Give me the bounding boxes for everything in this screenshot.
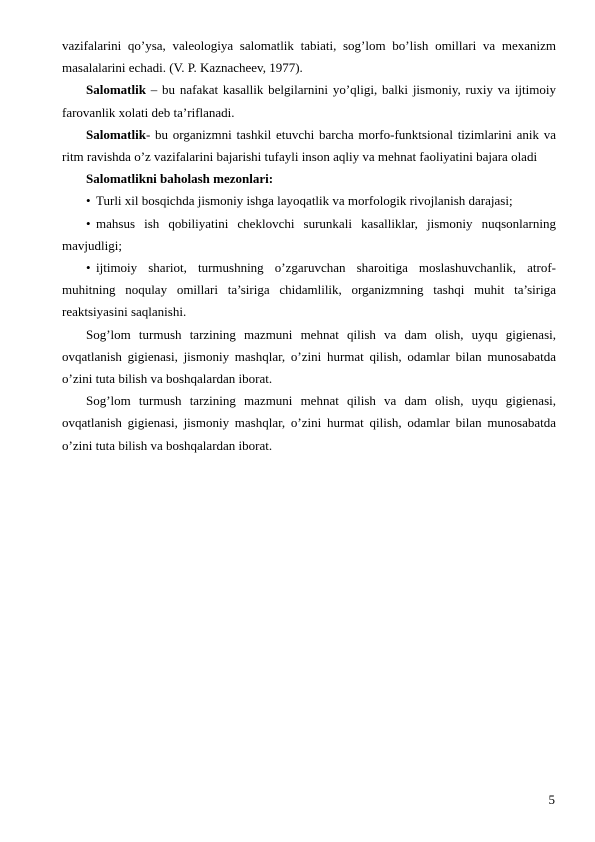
term-salomatlik: Salomatlik [86,82,146,98]
paragraph-definition-2 [62,124,556,168]
bullet-icon: • [86,215,91,231]
bullet-icon: • [86,260,91,276]
definition-text: – bu nafakat kasallik belgilarnini yo’qligi, balki jismoniy, ruxiy va ijtimoiy farovanlik xolati deb ta’riflanadi. [62,82,556,120]
list-item [62,257,556,324]
section-heading: Salomatlikni baholash mezonlari: [86,171,274,187]
list-item-text: Turli xil bosqichda jismoniy ishga layoqatlik va morfologik rivojlanish darajasi; [96,193,513,209]
paragraph-lifestyle-2: Sog’lom turmush tarzining mazmuni mehnat qilish va dam olish, uyqu gigienasi, ovqatlanish gigienasi, jismoniy mashqlar, o’zini hurmat qilish, odamlar bilan munosabatda o’zini tuta bilish va boshqalardan iborat. [62,393,556,453]
paragraph-lifestyle-1: Sog’lom turmush tarzining mazmuni mehnat qilish va dam olish, uyqu gigienasi, ovqatlanish gigienasi, jismoniy mashqlar, o’zini hurmat qilish, odamlar bilan munosabatda o’zini tuta bilish va boshqalardan iborat. [62,326,556,387]
definition-text: - bu organizmni tashkil etuvchi barcha morfo-funktsional tizimlarini anik va ritm ravishda o’z vazifalarini bajarishi tufayli inson aqliy va mehnat faoliyatini bajara oladi [62,126,556,165]
paragraph-intro: vazifalarini qo’ysa, valeologiya salomatlik tabiati, sog’lom bo’lish omillari va mexanizm masalalarini echadi. (V. P. Kaznacheev, 1977). [62,38,556,76]
list-item [62,190,556,212]
document-page [62,35,556,457]
term-salomatlik: Salomatlik [86,126,146,142]
list-item-text: mahsus ish qobiliyatini cheklovchi surunkali kasalliklar, jismoniy nuqsonlarning mavjudligi; [62,215,556,253]
paragraph-definition-1 [62,79,556,123]
page-number: 5 [548,792,555,807]
list-item [62,213,556,257]
list-item-text: ijtimoiy shariot, turmushning o’zgaruvchan sharoitiga moslashuvchanlik, atrof-muhitning noqulay omillari ta’siriga chidamlilik, organizmning tashqi muhit ta’siriga reaktsiyasini saqlanishi. [62,260,556,320]
bullet-icon: • [86,193,91,209]
